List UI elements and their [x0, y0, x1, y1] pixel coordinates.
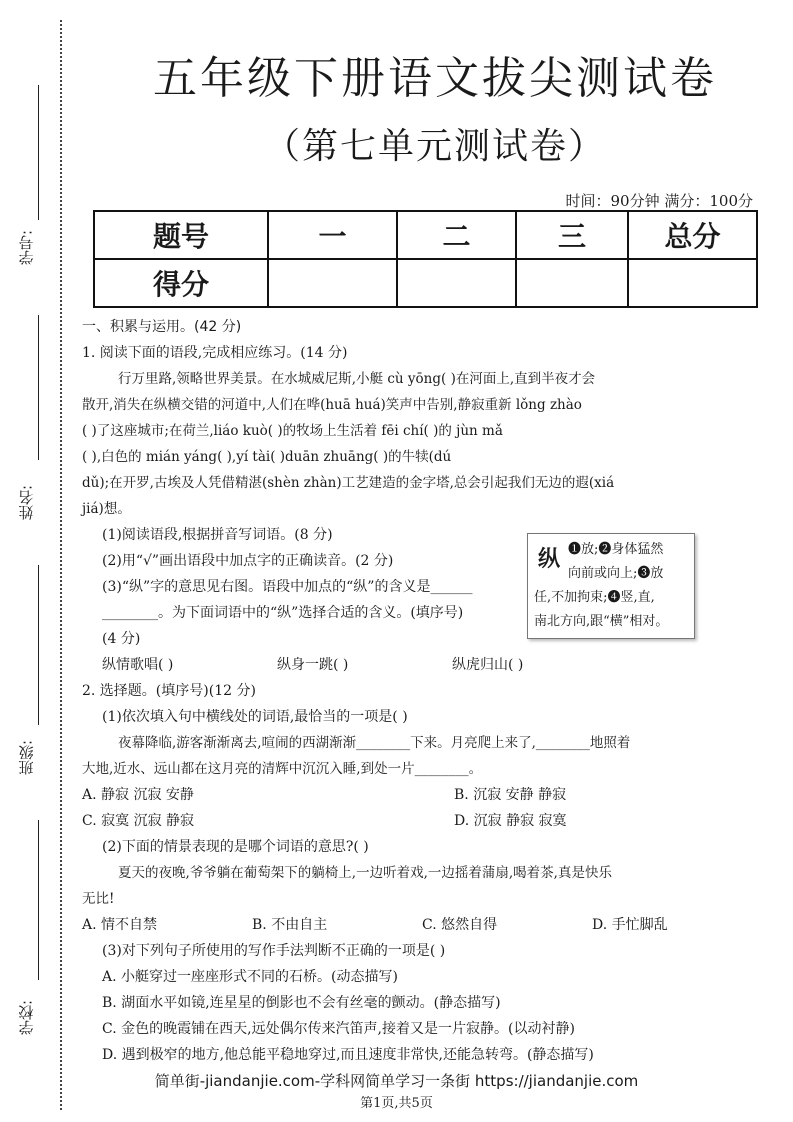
option-a[interactable]: A. 情不自禁	[82, 917, 158, 933]
class-line	[38, 820, 39, 980]
student-id-line-lower	[38, 315, 39, 460]
name-label: 姓名:	[17, 484, 36, 520]
option-row	[82, 808, 762, 834]
choice-item[interactable]: 纵情歌唱( )	[102, 657, 174, 673]
sub-question: ________。为下面词语中的“纵”选择合适的含义。(填序号)	[102, 605, 464, 621]
question-title: 1. 阅读下面的语段,完成相应练习。(14 分)	[82, 345, 348, 361]
zong-definition-line: 南北方向,跟“横”相对。	[534, 614, 669, 629]
score-cell: 总分	[628, 211, 757, 259]
zong-definition-line: 任,不加拘束;❹竖,直,	[534, 590, 655, 605]
zong-definition-line: 向前或向上;❸放	[568, 566, 664, 581]
option-b[interactable]: B. 沉寂 安静 静寂	[454, 787, 567, 803]
option-d[interactable]: D. 手忙脚乱	[592, 917, 668, 933]
sub-question: (3)“纵”字的意思见右图。语段中加点的“纵”的含义是______	[102, 579, 473, 595]
sub-question: (2)下面的情景表现的是哪个词语的意思?( )	[102, 839, 369, 855]
score-input-cell[interactable]	[268, 259, 397, 307]
score-table	[93, 210, 758, 308]
option-row	[82, 782, 762, 808]
score-cell: 三	[516, 211, 628, 259]
passage-line: 行万里路,领略世界美景。在水城威尼斯,小艇 cù yōng( )在河面上,直到半夜才会	[118, 371, 596, 387]
option-row	[82, 912, 762, 938]
score-cell: 二	[397, 211, 516, 259]
student-id-line	[38, 85, 39, 220]
option-b[interactable]: B. 不由自主	[252, 917, 328, 933]
footer-site-link[interactable]: 简单街-jiandanjie.com-学科网简单学习一条街 https://jiandanjie.com	[154, 1072, 639, 1090]
school-label: 学校:	[17, 999, 36, 1035]
name-line	[38, 565, 39, 725]
passage-line: 大地,近水、远山都在这月亮的清辉中沉沉入睡,到处一片________。	[82, 761, 483, 777]
passage-line: ( )了这座城市;在荷兰,liáo kuò( )的牧场上生活着 fēi chí( )的 jùn mǎ	[82, 423, 503, 439]
sub-question: (1)阅读语段,根据拼音写词语。(8 分)	[102, 527, 333, 543]
zong-character: 纵	[538, 546, 561, 572]
zong-definition-line: ❶放;❷身体猛然	[568, 542, 664, 557]
passage-line: jiá)想。	[82, 501, 131, 517]
score-header-row	[94, 211, 757, 259]
student-id-label: 学号:	[17, 229, 36, 265]
class-label: 班级:	[17, 739, 36, 775]
choice-item[interactable]: 纵虎归山( )	[452, 657, 524, 673]
sub-question: (4 分)	[102, 631, 141, 647]
passage-line: 无比!	[82, 891, 115, 907]
exam-content	[82, 314, 762, 1068]
passage-line: dǔ);在开罗,古埃及人凭借精湛(shèn zhàn)工艺建造的金字塔,总会引起我们无边的遐(xiá	[82, 475, 615, 491]
passage-line: 散开,消失在纵横交错的河道中,人们在哗(huā huá)笑声中告别,静寂重新 lǒng zhào	[82, 397, 582, 413]
exam-meta: 时间：90分钟 满分：100分	[565, 192, 753, 210]
score-value-row	[94, 259, 757, 307]
score-cell: 一	[268, 211, 397, 259]
option-d[interactable]: D. 沉寂 静寂 寂寞	[454, 813, 567, 829]
binding-margin-line	[60, 20, 62, 1110]
option-c[interactable]: C. 悠然自得	[422, 917, 498, 933]
sub-question: (1)依次填入句中横线处的词语,最恰当的一项是( )	[102, 709, 408, 725]
score-cell: 题号	[94, 211, 268, 259]
choice-item[interactable]: 纵身一跳( )	[277, 657, 349, 673]
page-subtitle: （第七单元测试卷）	[263, 126, 606, 167]
choice-row	[82, 652, 762, 678]
sub-question: (2)用“√”画出语段中加点字的正确读音。(2 分)	[102, 553, 394, 569]
question-title: 2. 选择题。(填序号)(12 分)	[82, 683, 256, 699]
page-title: 五年级下册语文拔尖测试卷	[153, 53, 717, 104]
page-number: 第1页,共5页	[360, 1096, 433, 1111]
zong-definition-box	[527, 533, 695, 639]
passage-line: ( ),白色的 mián yáng( ),yí tài( )duān zhuāng( )的牛犊(dú	[82, 449, 452, 465]
option-a[interactable]: A. 小艇穿过一座座形式不同的石桥。(动态描写)	[102, 969, 398, 985]
section-heading: 一、积累与运用。(42 分)	[82, 319, 242, 335]
passage-line: 夏天的夜晚,爷爷躺在葡萄架下的躺椅上,一边听着戏,一边摇着蒲扇,喝着茶,真是快乐	[118, 865, 612, 881]
score-cell: 得分	[94, 259, 268, 307]
option-b[interactable]: B. 湖面水平如镜,连星星的倒影也不会有丝毫的颤动。(静态描写)	[102, 995, 501, 1011]
passage-line: 夜幕降临,游客渐渐离去,喧闹的西湖渐渐________下来。月亮爬上来了,________地照着	[118, 735, 631, 751]
score-input-cell[interactable]	[516, 259, 628, 307]
sub-question: (3)对下列句子所使用的写作手法判断不正确的一项是( )	[102, 943, 446, 959]
option-a[interactable]: A. 静寂 沉寂 安静	[82, 787, 194, 803]
option-d[interactable]: D. 遇到极窄的地方,他总能平稳地穿过,而且速度非常快,还能急转弯。(静态描写)	[102, 1047, 594, 1063]
option-c[interactable]: C. 寂寞 沉寂 静寂	[82, 813, 195, 829]
score-input-cell[interactable]	[397, 259, 516, 307]
option-c[interactable]: C. 金色的晚霞铺在西天,远处偶尔传来汽笛声,接着又是一片寂静。(以动衬静)	[102, 1021, 575, 1037]
score-input-cell[interactable]	[628, 259, 757, 307]
